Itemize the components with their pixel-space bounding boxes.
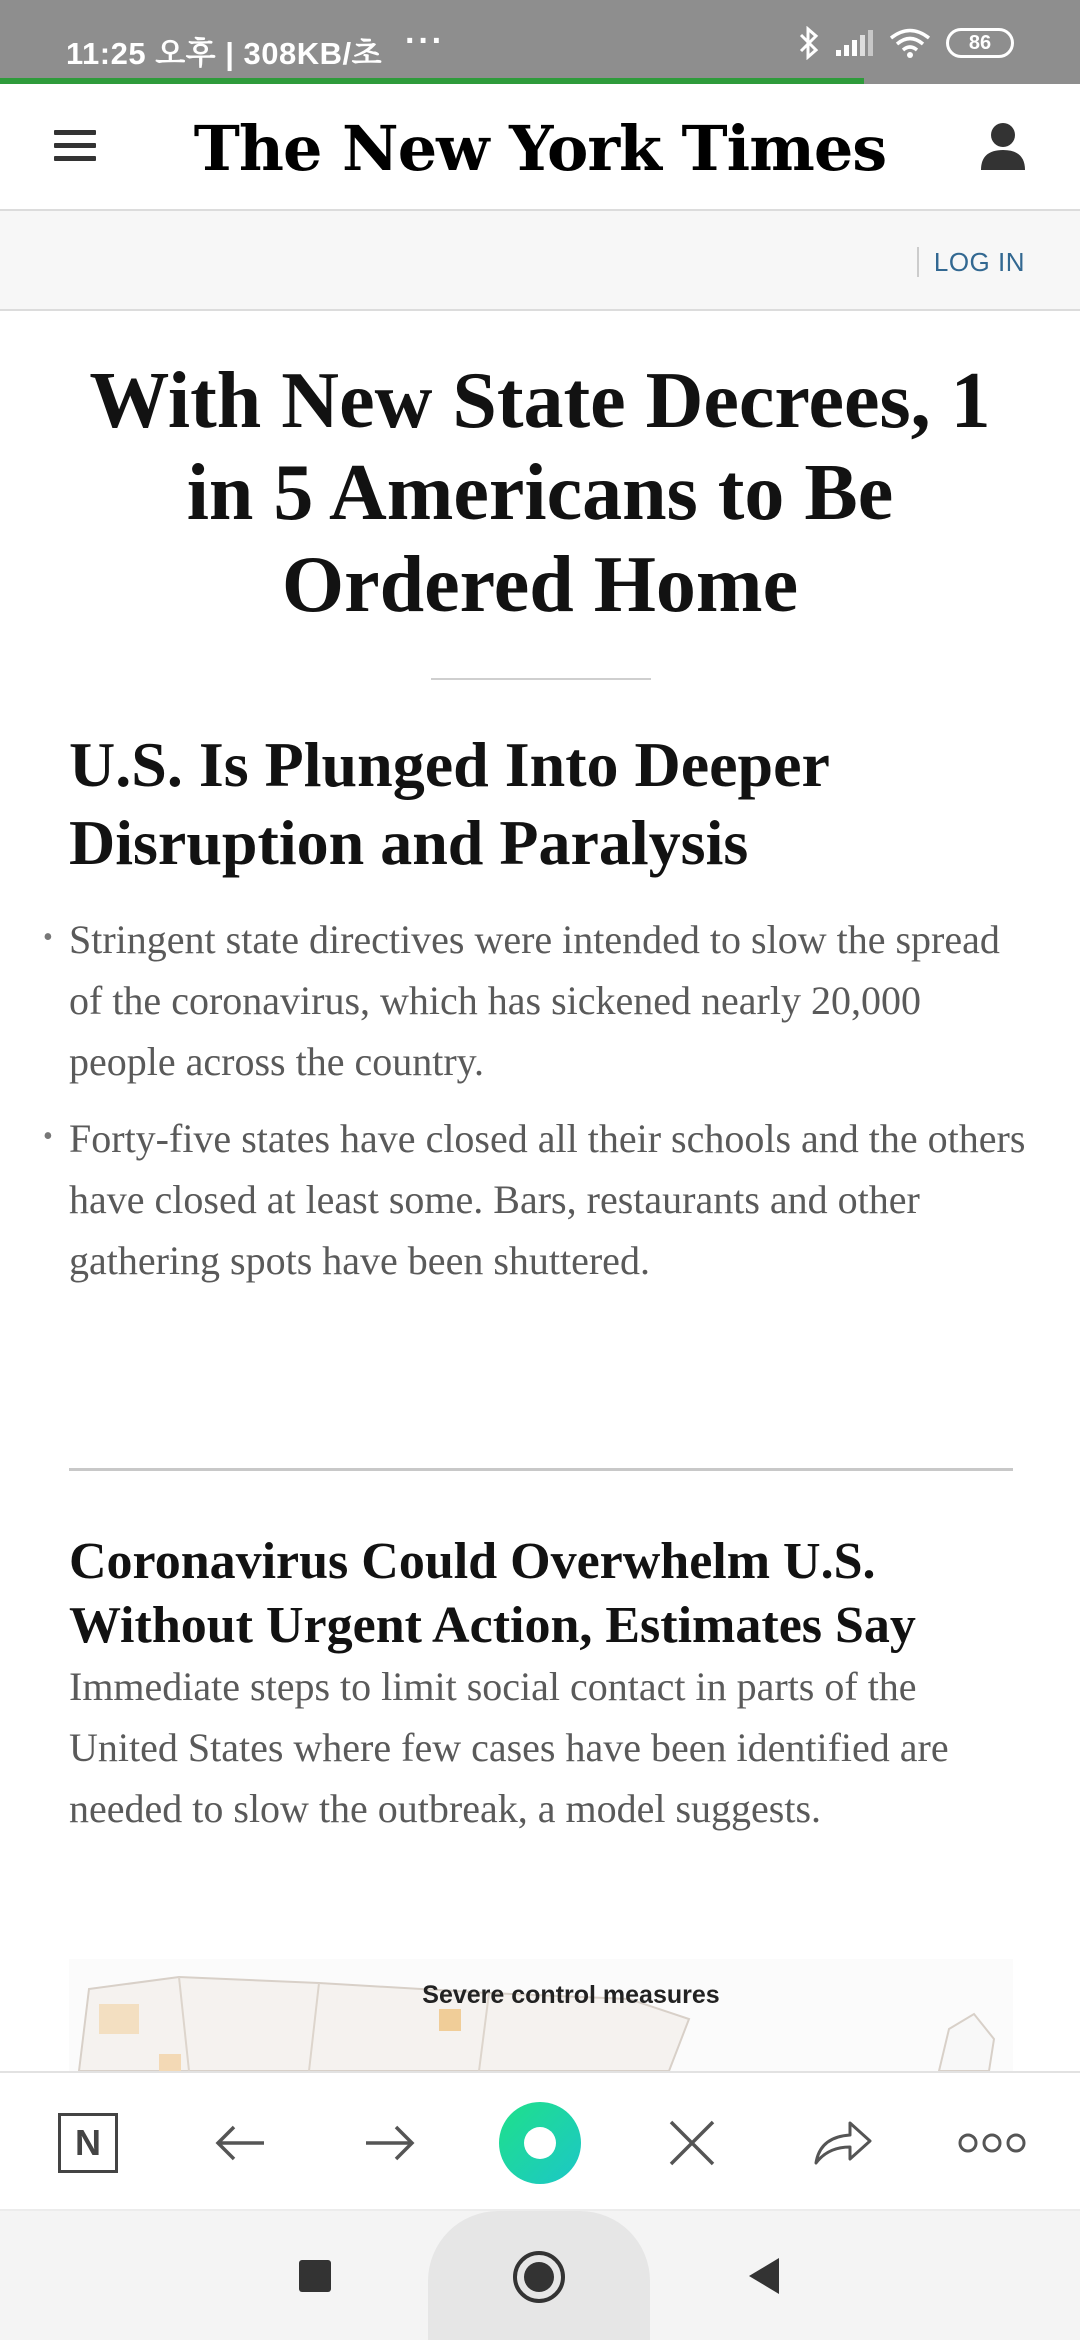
- signal-icon: [834, 28, 874, 58]
- story-map-image[interactable]: [69, 1959, 1013, 2071]
- map-caption: Severe control measures: [422, 1981, 720, 2009]
- wifi-icon: [888, 27, 932, 59]
- bullet-item: [43, 1108, 1029, 1291]
- site-header: [0, 84, 1080, 211]
- login-link[interactable]: LOG IN: [933, 247, 1025, 277]
- login-bar: [0, 211, 1080, 311]
- browser-toolbar: [0, 2071, 1080, 2211]
- battery-level: 86: [968, 31, 992, 54]
- status-bar: [0, 0, 1080, 84]
- status-icons: [798, 26, 1014, 60]
- story-title[interactable]: Coronavirus Could Overwhelm U.S. Without Urgent Action, Estimates Say: [69, 1533, 916, 1654]
- bullet-dot: •: [43, 922, 53, 953]
- story-summary: Immediate steps to limit social contact in parts of the United States where few cases have been identified are needed to slow the outbreak, a model suggests.: [69, 1664, 949, 1831]
- story-bullets: [43, 909, 1029, 1307]
- n-glyph: N: [58, 2113, 118, 2173]
- divider: [917, 247, 919, 277]
- bullet-dot: •: [43, 1121, 53, 1152]
- bullet-text: Stringent state directives were intended to slow the spread of the coronavirus, which has sickened nearly 20,000 people across the country.: [69, 917, 1000, 1084]
- recent-apps-icon[interactable]: [290, 2251, 340, 2301]
- orb: [499, 2102, 581, 2184]
- home-orb-icon[interactable]: [495, 2098, 585, 2188]
- close-icon[interactable]: [656, 2107, 728, 2179]
- battery-indicator: [946, 28, 1014, 58]
- divider: [69, 1468, 1013, 1471]
- status-time: 11:25 오후 | 308KB/초: [66, 36, 383, 71]
- forward-arrow-icon[interactable]: [354, 2107, 426, 2179]
- bullet-text: Forty-five states have closed all their schools and the others have closed at least some. Bars, restaurants and other gathering spots have been shuttered.: [69, 1116, 1026, 1283]
- nyt-logo[interactable]: The New York Times: [193, 112, 887, 185]
- status-more-indicator: ···: [405, 22, 445, 60]
- divider: [431, 678, 651, 680]
- story-title[interactable]: U.S. Is Plunged Into Deeper Disruption and Paralysis: [69, 729, 829, 878]
- user-icon[interactable]: [978, 120, 1028, 172]
- news-n-icon[interactable]: [52, 2107, 124, 2179]
- more-icon[interactable]: [956, 2107, 1028, 2179]
- bluetooth-icon: [798, 26, 820, 60]
- back-icon[interactable]: [738, 2251, 788, 2301]
- back-arrow-icon[interactable]: [204, 2107, 276, 2179]
- system-nav-bar: [0, 2211, 1080, 2340]
- share-icon[interactable]: [807, 2107, 879, 2179]
- top-headline[interactable]: With New State Decrees, 1 in 5 Americans to Be Ordered Home: [89, 357, 991, 629]
- us-map-graphic: [69, 1959, 1013, 2071]
- home-icon[interactable]: [510, 2248, 568, 2306]
- bullet-item: [43, 909, 1029, 1092]
